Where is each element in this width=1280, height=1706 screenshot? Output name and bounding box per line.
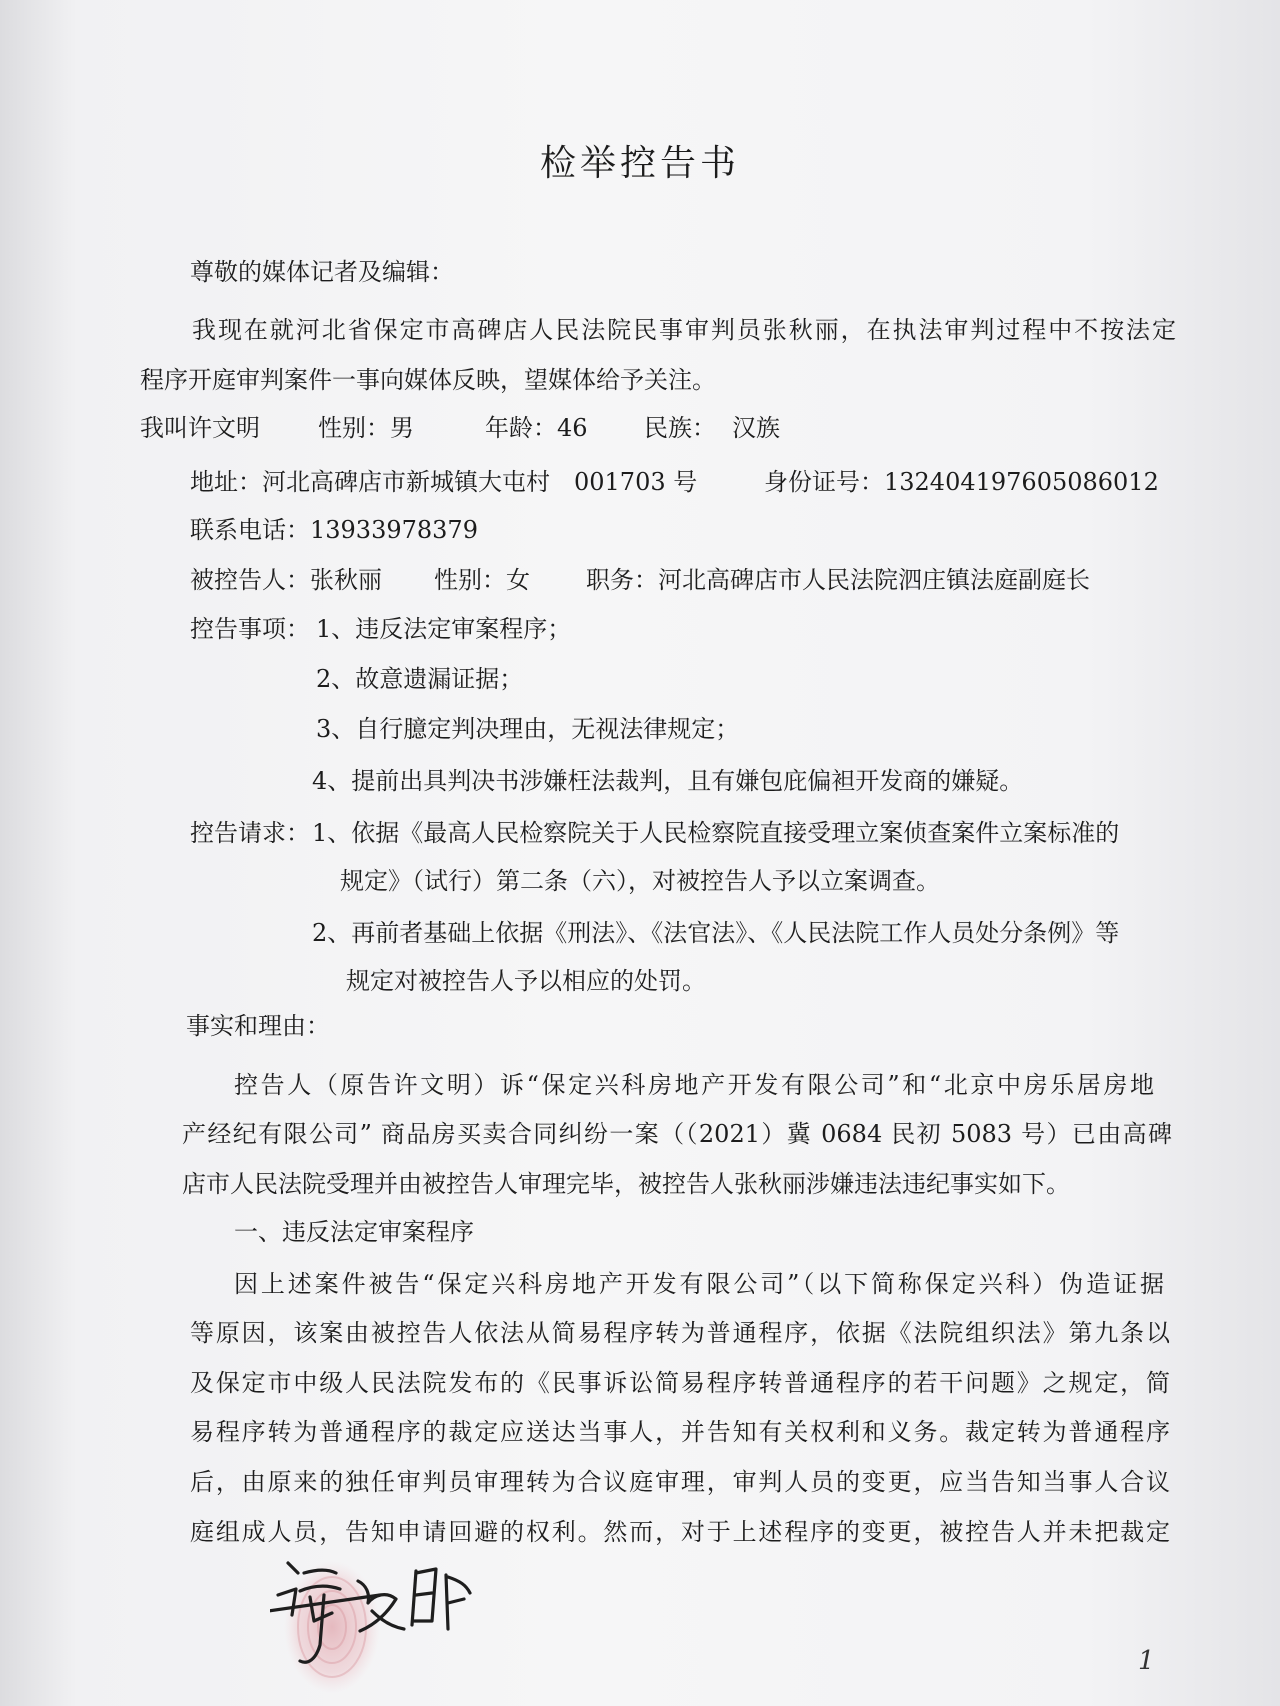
document-title: 检举控告书 — [539, 143, 740, 184]
facts-para-1-line-1: 控告人（原告许文明）诉“保定兴科房地产开发有限公司”和“北京中房乐居房地 — [234, 1071, 1154, 1099]
facts-para-2-line-1: 因上述案件被告“保定兴科房地产开发有限公司”（以下简称保定兴科）伪造证据 — [234, 1270, 1164, 1298]
matters-label: 控告事项： — [190, 615, 310, 643]
accused-gender: 性别：女 — [434, 566, 530, 594]
complainant-gender: 性别：男 — [318, 414, 414, 442]
facts-heading: 事实和理由： — [186, 1012, 330, 1040]
intro-line-2: 程序开庭审判案件一事向媒体反映，望媒体给予关注。 — [140, 366, 716, 394]
salutation: 尊敬的媒体记者及编辑： — [190, 258, 454, 286]
facts-para-2-line-6: 庭组成人员，告知申请回避的权利。然而，对于上述程序的变更，被控告人并未把裁定 — [190, 1518, 1170, 1546]
intro-line-1: 我现在就河北省保定市高碑店人民法院民事审判员张秋丽，在执法审判过程中不按法定 — [192, 316, 1176, 344]
complainant-address: 地址：河北高碑店市新城镇大屯村 001703 号 — [190, 468, 698, 496]
facts-para-2-line-2: 等原因，该案由被控告人依法从简易程序转为普通程序，依据《法院组织法》第九条以 — [190, 1319, 1170, 1347]
matter-item-2: 2、故意遗漏证据； — [316, 665, 524, 693]
page-number: 1 — [1138, 1646, 1155, 1676]
section-1-heading: 一、违反法定审案程序 — [234, 1218, 474, 1246]
facts-para-2-line-5: 后，由原来的独任审判员审理转为合议庭审理，审判人员的变更，应当告知当事人合议 — [190, 1468, 1170, 1496]
accused-position: 职务：河北高碑店市人民法院泗庄镇法庭副庭长 — [586, 566, 1090, 594]
complainant-ethnicity-label: 民族： — [644, 414, 716, 442]
request-item-1-line-2: 规定》（试行）第二条（六），对被控告人予以立案调查。 — [340, 867, 940, 895]
request-item-1-line-1: 1、依据《最高人民检察院关于人民检察院直接受理立案侦查案件立案标准的 — [312, 819, 1120, 847]
handwritten-signature — [270, 1555, 480, 1695]
matter-item-3: 3、自行臆定判决理由，无视法律规定； — [316, 715, 740, 743]
facts-para-1-line-3: 店市人民法院受理并由被控告人审理完毕，被控告人张秋丽涉嫌违法违纪事实如下。 — [182, 1170, 1070, 1198]
request-item-2-line-1: 2、再前者基础上依据《刑法》、《法官法》、《人民法院工作人员处分条例》等 — [312, 919, 1120, 947]
accused-name: 被控告人：张秋丽 — [190, 566, 382, 594]
complainant-ethnicity: 汉族 — [732, 414, 780, 442]
requests-label: 控告请求： — [190, 819, 310, 847]
facts-para-2-line-4: 易程序转为普通程序的裁定应送达当事人，并告知有关权利和义务。裁定转为普通程序 — [190, 1418, 1170, 1446]
complainant-phone: 联系电话：13933978379 — [190, 516, 478, 544]
facts-para-1-line-2: 产经纪有限公司” 商品房买卖合同纠纷一案（（2021）冀 0684 民初 5083 号）已由高碑 — [182, 1120, 1172, 1148]
matter-item-1: 1、违反法定审案程序； — [316, 615, 572, 643]
complainant-name: 我叫许文明 — [140, 414, 260, 442]
facts-para-2-line-3: 及保定市中级人民法院发布的《民事诉讼简易程序转普通程序的若干问题》之规定，简 — [190, 1369, 1170, 1397]
complainant-age: 年龄：46 — [485, 414, 588, 442]
matter-item-4: 4、提前出具判决书涉嫌枉法裁判，且有嫌包庇偏袒开发商的嫌疑。 — [312, 767, 1024, 795]
request-item-2-line-2: 规定对被控告人予以相应的处罚。 — [346, 967, 706, 995]
complainant-id-number: 身份证号：132404197605086012 — [764, 468, 1159, 496]
